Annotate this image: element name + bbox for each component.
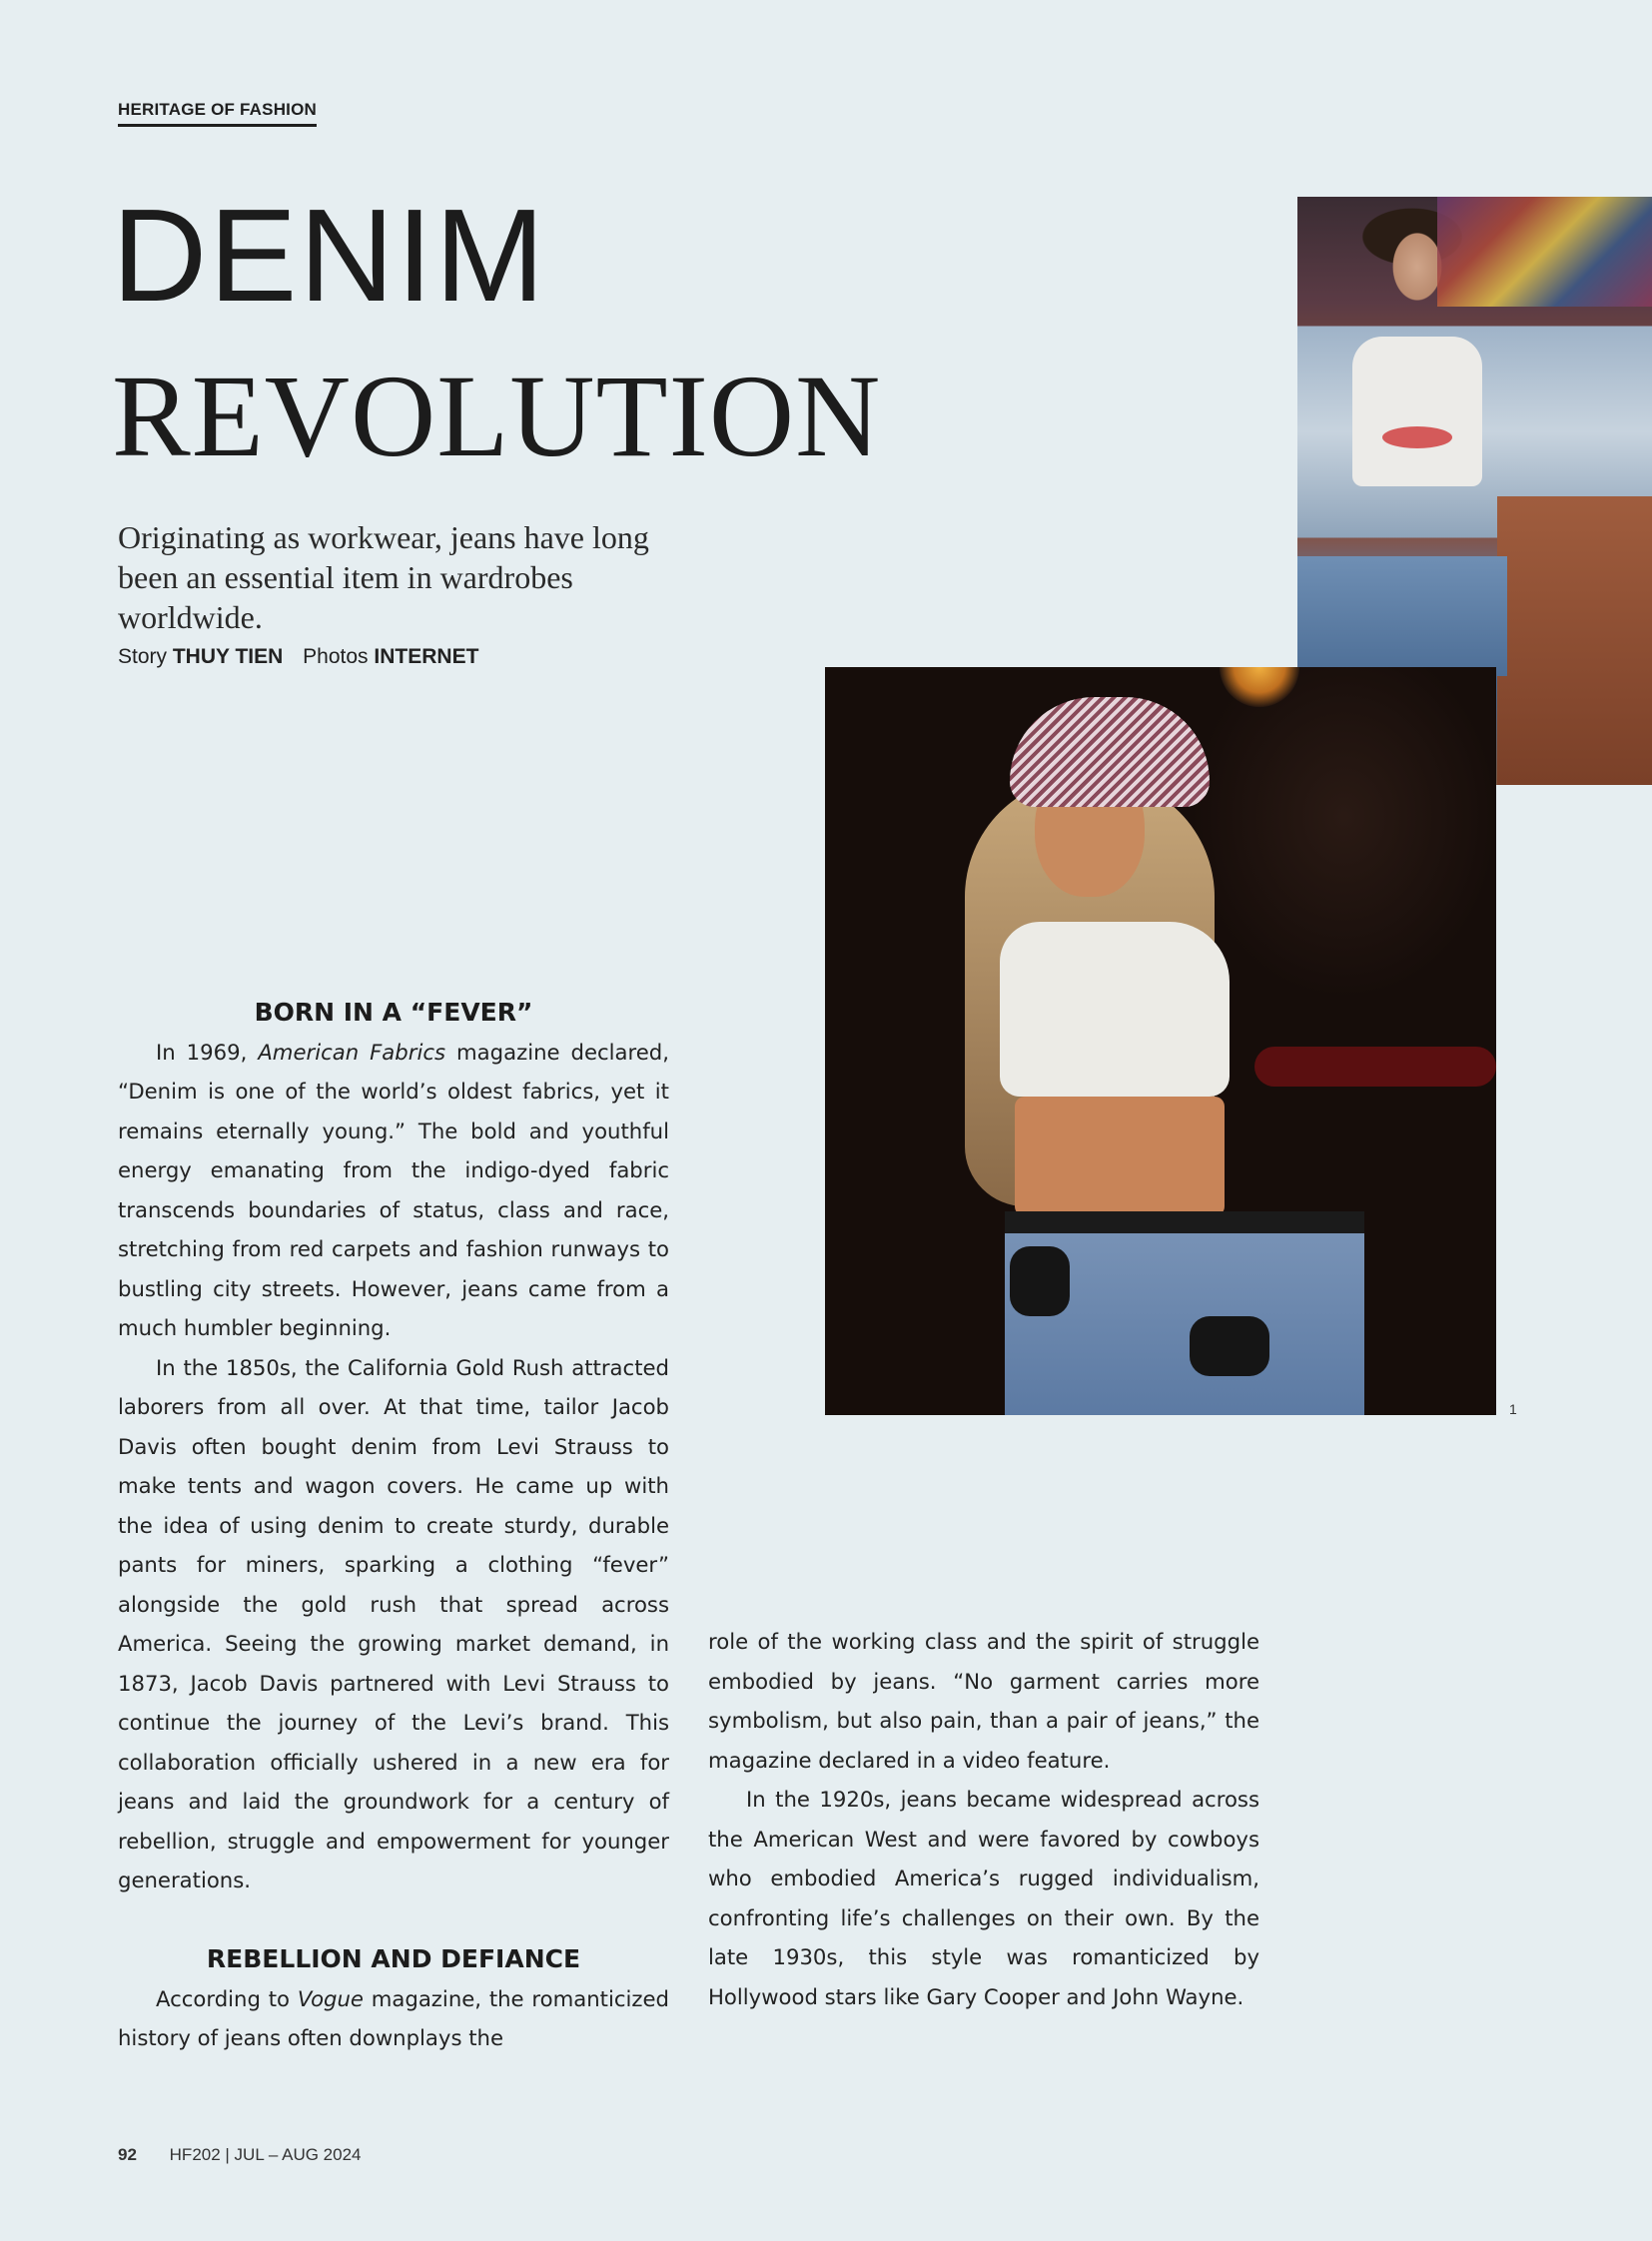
- publication-name: Vogue: [297, 1985, 364, 2011]
- photo-belt: [1005, 1211, 1364, 1233]
- paragraph-4: In the 1920s, jeans became widespread across the American West and were favored by cowboys who embodied America’s rugged individualism, confronting life’s challenges on their own. By the late 1930s, this style was romanticized by Hollywood stars like Gary Cooper and John Wayne.: [708, 1787, 1259, 2009]
- page-number: 92: [118, 2145, 137, 2164]
- photo-woman-in-jeans: [825, 667, 1496, 1415]
- photo-jeans: [1297, 556, 1507, 676]
- photo-velvet-rope: [1254, 1047, 1496, 1087]
- photos-source: INTERNET: [374, 645, 479, 668]
- photo-crop-top: [1000, 922, 1230, 1097]
- section-heading-born-in-a-fever: BORN IN A “FEVER”: [254, 998, 533, 1027]
- publication-name: American Fabrics: [258, 1039, 446, 1065]
- story-author: THUY TIEN: [172, 645, 284, 668]
- credits: [118, 645, 478, 669]
- page-footer: [118, 2145, 362, 2165]
- photo-tshirt-print: [1382, 426, 1452, 448]
- issue-info: HF202 | JUL – AUG 2024: [169, 2145, 362, 2164]
- photo-stage-light: [1220, 667, 1299, 707]
- photo-striped-cap: [1010, 697, 1210, 807]
- title-line-1: DENIM: [112, 182, 547, 329]
- deck-subtitle: Originating as workwear, jeans have long been an essential item in wardrobes worldwide.: [118, 519, 649, 635]
- title-line-2: REVOLUTION: [112, 351, 882, 481]
- paragraph-3-continued: role of the working class and the spirit of struggle embodied by jeans. “No garment carries more symbolism, but also pain, than a pair of jeans,” the magazine declared in a video feature.: [708, 1629, 1259, 1773]
- photos-label: Photos: [303, 645, 369, 668]
- article-column-right: [708, 1622, 1259, 2016]
- photo-glove-left: [1010, 1246, 1070, 1316]
- photo-poster-wall: [1437, 197, 1652, 307]
- article-column-left: [118, 993, 669, 2058]
- section-heading-rebellion: REBELLION AND DEFIANCE: [206, 1944, 581, 1973]
- section-label: HERITAGE OF FASHION: [118, 100, 317, 127]
- paragraph-3: According to Vogue magazine, the romanticized history of jeans often downplays the: [118, 1985, 669, 2050]
- photo-glove-right: [1190, 1316, 1269, 1376]
- photo-sofa: [1497, 496, 1652, 785]
- photo-tshirt: [1352, 337, 1482, 486]
- photo-caption-number: 1: [1509, 1401, 1517, 1417]
- photo-midriff: [1015, 1097, 1225, 1216]
- story-label: Story: [118, 645, 168, 668]
- paragraph-2: In the 1850s, the California Gold Rush attracted laborers from all over. At that time, tailor Jacob Davis often bought denim from Levi Strauss to make tents and wagon covers. He came up with the idea of using denim to create sturdy, durable pants for miners, sparking a clothing “fever” alongside the gold rush that spread across America. Seeing the growing market demand, in 1873, Jacob Davis partnered with Levi Strauss to continue the journey of the Levi’s brand. This collaboration officially ushered in a new era for jeans and laid the groundwork for a century of rebellion, struggle and empowerment for younger generations.: [118, 1354, 669, 1892]
- paragraph-1: In 1969, American Fabrics magazine declared, “Denim is one of the world’s oldest fabrics, yet it remains eternally young.” The bold and youthful energy emanating from the indigo-dyed fabric transcends boundaries of status, class and race, stretching from red carpets and fashion runways to bustling city streets. However, jeans came from a much humbler beginning.: [118, 1039, 669, 1340]
